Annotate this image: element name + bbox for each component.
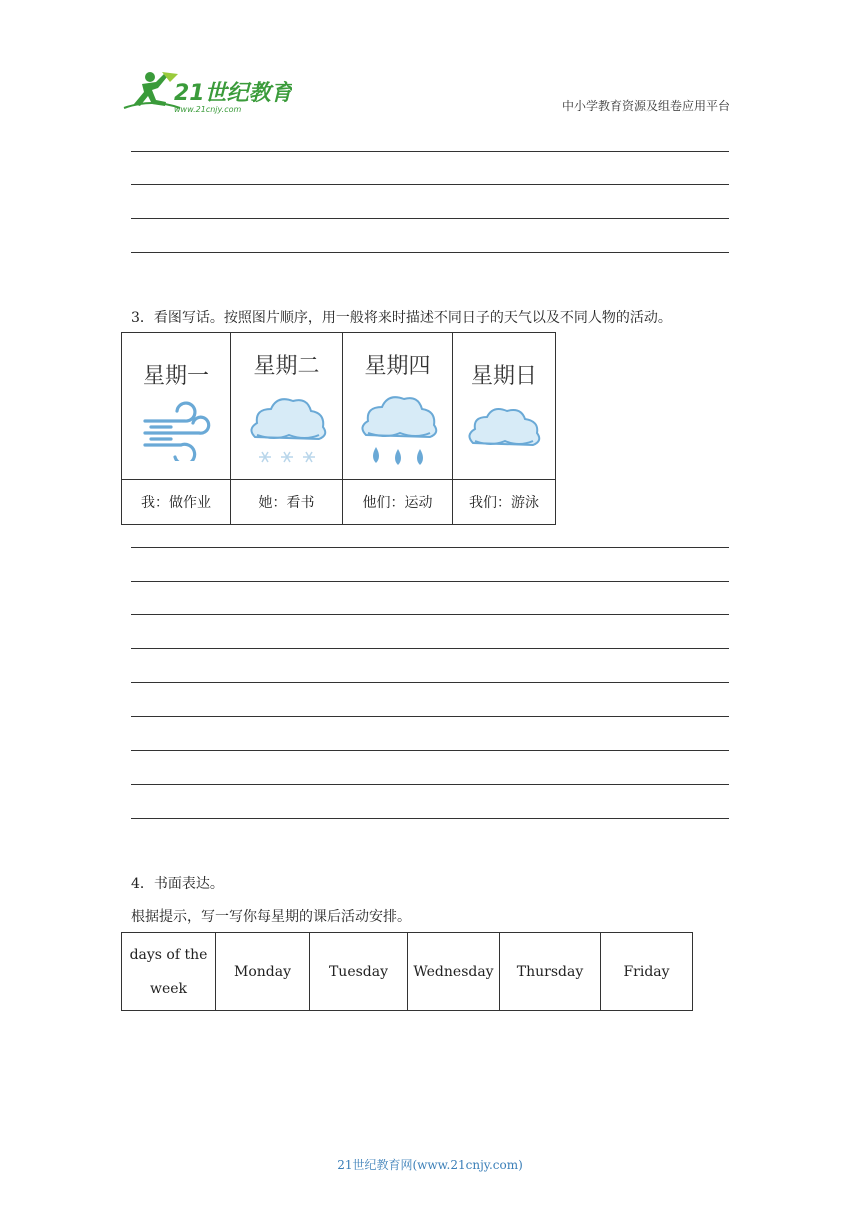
answer-line	[131, 581, 729, 582]
day-label: 星期一	[142, 364, 209, 389]
question-3-title: 3．看图写话。按照图片顺序，用一般将来时描述不同日子的天气以及不同人物的活动。	[131, 310, 672, 326]
answer-line	[131, 184, 729, 185]
question-4-instruction: 根据提示，写一写你每星期的课后活动安排。	[131, 909, 411, 925]
logo-url: www.21cnjy.com	[174, 105, 242, 114]
table-header-days	[122, 933, 216, 1011]
logo-text: 21世纪教育	[174, 81, 292, 106]
day-cell-tuesday	[231, 333, 343, 480]
cloud-icon	[465, 403, 543, 453]
header-line: week	[149, 980, 188, 997]
snow-cloud-icon	[245, 389, 329, 471]
day-header-thursday: Thursday	[500, 933, 601, 1011]
day-header-wednesday: Wednesday	[408, 933, 500, 1011]
question-4-title: 4．书面表达。	[131, 876, 224, 892]
day-cell-sunday	[453, 333, 556, 480]
day-cell-thursday	[343, 333, 453, 480]
rain-cloud-icon	[356, 387, 440, 473]
site-logo	[122, 68, 292, 118]
weather-table	[121, 332, 556, 525]
platform-title: 中小学教育资源及组卷应用平台	[561, 99, 730, 113]
answer-line	[131, 818, 729, 819]
answer-line	[131, 614, 729, 615]
activity-caption: 我们：游泳	[453, 480, 556, 525]
answer-line	[131, 218, 729, 219]
day-header-monday: Monday	[216, 933, 310, 1011]
answer-line	[131, 750, 729, 751]
answer-line	[131, 151, 729, 152]
footer-link[interactable]: 21世纪教育网(www.21cnjy.com)	[337, 1158, 523, 1172]
activity-caption: 她：看书	[231, 480, 343, 525]
day-label: 星期日	[470, 364, 537, 389]
wind-icon	[141, 399, 211, 461]
answer-line	[131, 648, 729, 649]
header-line: days of the	[129, 946, 208, 963]
day-header-tuesday: Tuesday	[310, 933, 408, 1011]
day-label: 星期四	[364, 354, 431, 379]
activity-caption: 我：做作业	[122, 480, 231, 525]
week-schedule-table	[121, 932, 693, 1011]
answer-line	[131, 716, 729, 717]
day-header-friday: Friday	[601, 933, 693, 1011]
day-label: 星期二	[253, 354, 320, 379]
answer-line	[131, 547, 729, 548]
answer-line	[131, 252, 729, 253]
day-cell-monday	[122, 333, 231, 480]
answer-line	[131, 784, 729, 785]
activity-caption: 他们：运动	[343, 480, 453, 525]
answer-line	[131, 682, 729, 683]
